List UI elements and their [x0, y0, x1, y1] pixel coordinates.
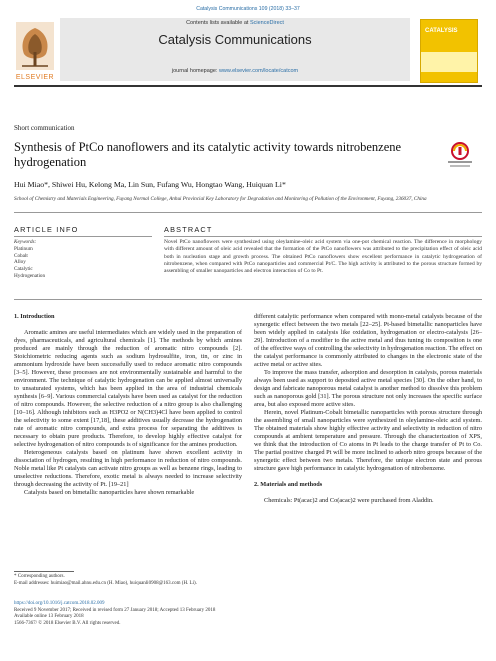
footnotes: [14, 574, 242, 587]
homepage-prefix: journal homepage:: [171, 68, 218, 74]
doi-link[interactable]: https://doi.org/10.1016/j.catcom.2018.02.009: [14, 601, 105, 606]
paragraph: Herein, novel Platinum-Cobalt bimetallic nanoparticles with porous structure through the assembling of small nanoparticles were synthesized in oleylamine-oleic acid system. The obtained materials show highly effective activity and selectivity in reduction of nitro compounds at ambient temperature and pressure. Through the characterization of XPS, we think that the introduction of Co atoms in Pt leads to the charge transfer of Pt to Co. The partial positive charged Pt will be more inclined to adsorb nitro groups because of the synergetic effect between two metals. Therefore, the unique electron state and porous structure gave high performance in catalytic hydrogenation of nitrobenzene.: [254, 409, 482, 472]
cover-title: CATALYSIS: [425, 28, 458, 34]
section-heading-introduction: 1. Introduction: [14, 313, 55, 320]
check-for-updates-icon[interactable]: [444, 140, 476, 170]
sciencedirect-link[interactable]: ScienceDirect: [249, 20, 284, 26]
abstract-heading: ABSTRACT: [164, 225, 213, 234]
keyword: Alloy: [14, 259, 26, 266]
header-divider: [14, 85, 482, 87]
affiliation-divider: [14, 212, 482, 213]
article-authors: Hui Miao*, Shiwei Hu, Kelong Ma, Lin Sun, Fufang Wu, Hongtao Wang, Huiquan Li*: [14, 180, 286, 189]
author-affiliation: School of Chemistry and Materials Engineering, Fuyang Normal College, Anhui Provincial Key Laboratory for Degradation and Monitoring of Pollution of the Environment, Fuyang, 236037, China: [14, 196, 427, 202]
journal-homepage: [60, 68, 410, 74]
corresponding-note: * Corresponding authors.: [14, 574, 65, 579]
footnote-rule: [14, 571, 74, 572]
article-info-rule: [14, 236, 152, 237]
article-history: [14, 601, 314, 627]
contents-prefix: Contents lists available at: [186, 20, 249, 26]
elsevier-tree-logo: [14, 20, 56, 78]
journal-reference: Catalysis Communications 109 (2018) 33–37: [196, 6, 300, 12]
section-heading-materials: 2. Materials and methods: [254, 481, 323, 488]
received-dates: Received 9 November 2017; Received in revised form 27 January 2018; Accepted 13 February 2018: [14, 607, 216, 613]
available-online: Available online 13 February 2018: [14, 614, 84, 620]
journal-name: Catalysis Communications: [158, 32, 312, 47]
abstract-text: Novel PtCo nanoflowers were synthesized using oleylamine-oleic acid system via one-pot chemical reaction. The difference in morphology with different amount of oleic acid revealed that the formation of the PtCo nanoflowers was attributed to the precipitation effect of oleic acid both in nucleation stage and growth process. The obtained PtCo nanoflowers show excellent performance in catalytic hydrogenation of nitrobenzene, when compared with PtCo nanoparticles and commercial Pt/C. The high activity is attributed to the porous structure formed by assembling of smaller nanoparticles and electron interaction of Co to Pt.: [164, 239, 482, 275]
keywords-block: [14, 239, 45, 280]
paragraph: Heterogeneous catalysts based on platinum have shown excellent activity in dissociation of hydrogen, resulting in high performance in reduction of nitro compounds. Noble metal like Pt catalysts can activate nitro groups as well as benzene rings, leading to unselective reductions. Therefore, exotic metal is always needed to increase selectivity through decreasing the activity of Pt. [19–21]: [14, 449, 242, 488]
email-note[interactable]: E-mail addresses: huimiao@mail.ahnu.edu.cn (H. Miao), huiquanli0908@163.com (H. Li).: [14, 580, 197, 586]
paragraph: Chemicals: Pt(acac)2 and Co(acac)2 were purchased from Aladdin.: [264, 497, 434, 504]
publisher-name: ELSEVIER: [15, 74, 55, 81]
keyword: Catalytic: [14, 266, 33, 273]
body-left-column: [14, 313, 242, 497]
cover-band: [421, 52, 477, 72]
copyright: 1566-7367/ © 2018 Elsevier B.V. All rights reserved.: [14, 620, 121, 626]
keyword: Hydrogenation: [14, 272, 46, 279]
body-right-column: [254, 313, 482, 505]
paragraph: different catalytic performance when compared with mono-metal catalysts because of the synergetic effect between the two metals [22–25]. Pt-based bimetallic nanoparticles have been widely applied in catalysis like oxidation, hydrogenation or electro-catalysis [26–29]. Introduction of a modifier to the active metal and thus tuning its composition is one of the effective ways of controlling the selectivity in hydrogenation reaction. The effect on the catalyst performance is commonly attributed to changes in the electronic state of the active metal or active sites.: [254, 313, 483, 368]
abstract-divider: [14, 299, 482, 300]
article-info-heading: ARTICLE INFO: [14, 225, 79, 234]
abstract-rule: [164, 236, 482, 237]
contents-line: [60, 20, 410, 26]
keywords-label: Keywords:: [14, 239, 37, 245]
keyword: Cobalt: [14, 252, 28, 259]
keyword: Platinum: [14, 245, 33, 252]
article-type: Short communication: [14, 124, 75, 132]
article-title: Synthesis of PtCo nanoflowers and its catalytic activity towards nitrobenzene hydrogenation: [14, 140, 402, 169]
paragraph: Catalysts based on bimetallic nanoparticles have shown remarkable: [24, 489, 195, 496]
paragraph: Aromatic amines are useful intermediates which are widely used in the preparation of dyes, pharmaceuticals, and agricultural chemicals [1]. The methods by which amines produced are mainly through the reduction of aromatic nitro compounds [2]. Stoichiometric reducing agents such as sodium hydrosulfite, iron, tin, or zinc in ammonium hydroxide have been successfully used to reduce aromatic nitro compounds [3–5]. However, these processes are not environmentally sustainable and harmful to the environment. The technique of catalytic hydrogenation can be applied almost universally to unsaturated systems, which has been applied in the area of industrial chemicals synthesis [6–9]. Various commercial catalysts have been used as catalyst for the reduction of nitro compounds. However, the selective reduction of a nitro group is also challenging [10–16]. Although inhibitors such as H3PO2 or N(CH3)4Cl have been applied to control the selectivity to some extent [17,18], these additives usually decrease the hydrogenation rate of aromatic nitro compounds, and extra process for separating the additives is necessary to obtain pure products. Therefore, to develop highly effective catalyst for selective hydrogenation of nitro compounds is of significance for the amines production.: [14, 329, 242, 448]
homepage-link[interactable]: www.elsevier.com/locate/catcom: [218, 68, 299, 74]
paragraph: To improve the mass transfer, adsorption and desorption in catalysis, porous materials always been used as support to deposited active metal species [30]. On the other hand, to design and fabricate nanoporous metal catalyst is another method to dissolve this problem such as nanoporous gold [31]. The porous structure not only increases the specific surface area, but also exposed more active sites.: [254, 369, 482, 408]
journal-cover-thumbnail[interactable]: [420, 19, 478, 83]
